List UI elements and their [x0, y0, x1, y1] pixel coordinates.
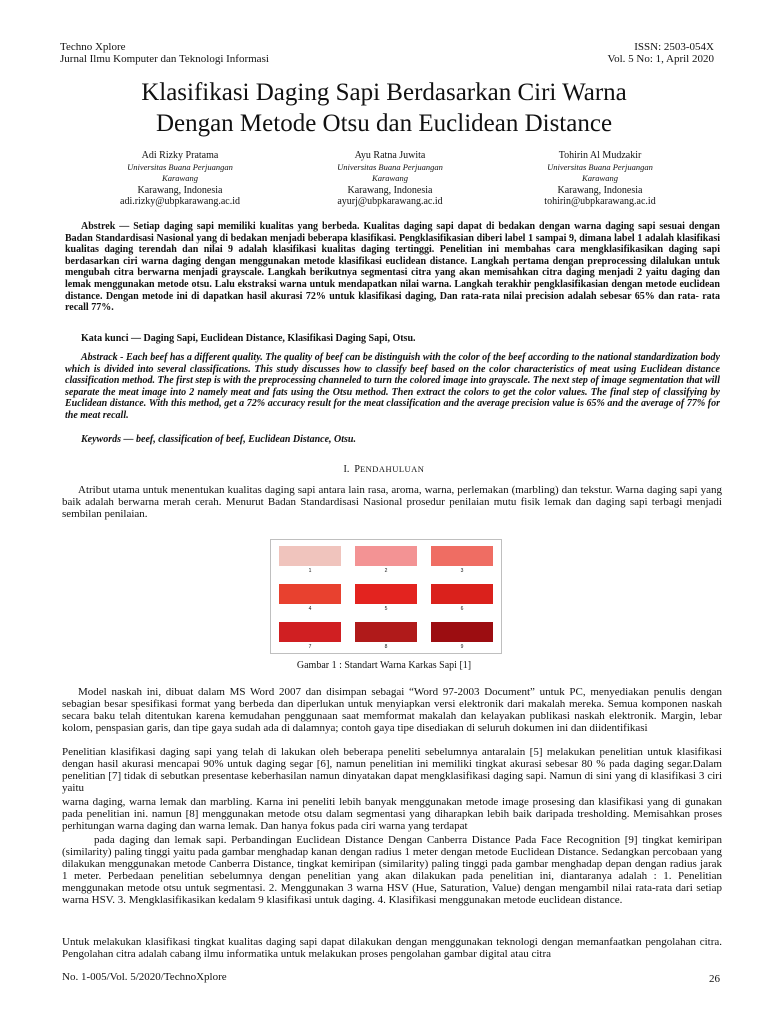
intro-paragraph-5 [62, 834, 722, 906]
figure-caption: Gambar 1 : Standart Warna Karkas Sapi [1] [296, 660, 472, 671]
intro-paragraph-3 [62, 746, 722, 794]
color-swatch-8 [355, 622, 417, 642]
kata-kunci: Kata kunci — Daging Sapi, Euclidean Distance, Klasifikasi Daging Sapi, Otsu. [81, 333, 416, 344]
section-first-letter: P [354, 464, 360, 475]
section-number: I. [343, 464, 350, 475]
author-name: Adi Rizky Pratama [141, 150, 219, 161]
author-affiliation-city: Karawang [162, 173, 198, 183]
swatch-label: 4 [308, 606, 312, 612]
author-location: Karawang, Indonesia [347, 184, 433, 196]
intro-paragraph-1 [62, 484, 722, 520]
abstract-text: Abstrek — Setiap daging sapi memiliki kualitas yang berbeda. Kualitas daging sapi dapat di bedakan dengan warna daging sapi sesuai dengan Badan Standardisasi Nasional yang di bedakan menjadi beberapa klasifikasi. Pengklasifikasian diberi label 1 sampai 9, dimana label 1 adalah klasifikasi kualitas daging terendah dan nilai 9 adalah klasifikasi kualitas daging tertinggi. Penelitian ini membahas cara mengklasifikasikan daging sapi berdasarkan ciri warna daging dengan menggunakan metode klasifikasi euclidean distance. Langkah pertama dengan preprocessing dilalukan untuk mengubah citra berwarna menjadi grayscale. Langkah berikutnya segmentasi citra yang akan memisahkan citra daging menjadi 2 yaitu daging dan lemak menggunakan metode otsu. Lalu ekstraksi warna untuk mendapatkan nilai warna. Langkah terakhir pengklasifikasian dengan metode euclidean distance. Dengan metode ini di dapatkan hasil akurasi 72% untuk klasifikasi daging, Dan rata-rata nilai precision adalah sebesar 65% dan rata- rata recall 77%. [65, 221, 720, 314]
swatch-label: 8 [384, 644, 388, 650]
paper-title [0, 77, 768, 139]
swatch-label: 2 [384, 568, 388, 574]
intro-paragraph-4 [62, 796, 722, 832]
footer-left: No. 1-005/Vol. 5/2020/TechnoXplore [62, 971, 227, 983]
author-email[interactable]: ayurj@ubpkarawang.ac.id [337, 196, 443, 207]
author-location: Karawang, Indonesia [557, 184, 643, 196]
color-swatch-3 [431, 546, 493, 566]
intro-paragraph-6 [62, 936, 722, 960]
color-swatch-2 [355, 546, 417, 566]
author-name: Tohirin Al Mudzakir [558, 150, 642, 161]
color-swatch-6 [431, 584, 493, 604]
issn: ISSN: 2503-054X [634, 41, 714, 53]
abstract-en [65, 352, 720, 422]
author-email[interactable]: adi.rizky@ubpkarawang.ac.id [120, 196, 240, 207]
paragraph-text: pada daging dan lemak sapi. Perbandingan Euclidean Distance Dengan Canberra Distance Pada Face Recognition [9] tingkat kemiripan (similarity) paling tinggi yaitu pada gambar menghadap kanan dengan radius 1 meter dengan metode Euclidean Distance. Sedangkan percobaan yang dilakukan menggunakan metode Canberra Distance, tingkat kemiripan (similarity) paling tinggi pada gambar menghadap depan dengan radius jarak 1 meter. Perbedaan penelitian sebelumnya dengan penelitian yang akan dilakukan pada penelitian ini, diantaranya adalah : 1. Penelitian menggunakan metode otsu untuk segmentasi. 2. Menggunakan 3 warna HSV (Hue, Saturation, Value) dengan mengambil nilai rata-rata dari setiap warna HSV. 3. Mengklasifikasikan kedalam 9 klasifikasi untuk daging. 4. Klasifikasi menggunakan metode euclidean distance. [62, 834, 722, 906]
color-swatch-1 [279, 546, 341, 566]
abstract-id [65, 221, 720, 314]
swatch-label: 6 [460, 606, 464, 612]
swatch-label: 1 [308, 568, 312, 574]
paragraph-text: warna daging, warna lemak dan marbling. Karna ini peneliti lebih banyak menggunakan metode image prosesing dan klasifikasi yang di gunakan pada penelitian ini. namun [8] menggunakan metode otsu dalam segmentasi yang diharapkan lebih baik daripada tresholding. Memisahkan proses perhitungan warna daging dan warna lemak. Dan hanya fokus pada ciri warna yang terdapat [62, 796, 722, 832]
volume: Vol. 5 No: 1, April 2020 [607, 53, 714, 65]
issn-block [608, 41, 714, 65]
author-affiliation: Universitas Buana Perjuangan [547, 161, 653, 172]
title-line-2: Dengan Metode Otsu dan Euclidean Distance [155, 110, 613, 137]
abstract-en-text: Abstrack - Each beef has a different quality. The quality of beef can be distinguish with the color of the beef according to the national standardization body which is divided into several classifications. This study discusses how to classify beef based on the color characteristics of meat using Euclidean distance classification method. The first step is with the preprocessing channeled to turn the colored image into grayscale. The next step of image segmentation that will separate the meat image into 2 namely meat and fats using the Otsu method. Then extract the colors to get the color values. The final step of classifying by Euclidean distance. With this method, get a 72% accuracy result for the meat classification and the average precision value is 65% and the average of 77% for the meat recall. [65, 352, 720, 421]
author-name: Ayu Ratna Juwita [354, 150, 426, 161]
paragraph-text: Untuk melakukan klasifikasi tingkat kualitas daging sapi dapat dilakukan dengan menggunakan teknologi dengan memanfaatkan pengolahan citra. Pengolahan citra adalah cabang ilmu informatika untuk melakukan proses pengolahan gambar digital atau citra [62, 936, 722, 960]
author-2 [300, 150, 480, 208]
swatch-label: 9 [460, 644, 464, 650]
intro-paragraph-2 [62, 686, 722, 734]
section-heading [0, 464, 768, 475]
swatch-label: 3 [460, 568, 464, 574]
journal-subtitle: Jurnal Ilmu Komputer dan Teknologi Informasi [60, 53, 269, 65]
keywords: Keywords — beef, classification of beef, Euclidean Distance, Otsu. [81, 434, 356, 445]
swatch-label: 5 [384, 606, 388, 612]
author-3 [510, 150, 690, 208]
author-affiliation: Universitas Buana Perjuangan [127, 161, 233, 172]
journal-header [60, 41, 269, 65]
paragraph-text: Penelitian klasifikasi daging sapi yang telah di lakukan oleh beberapa peneliti sebelumnya antaralain [5] melakukan penelitian untuk klasifikasi dengan hasil akurasi mencapai 90% untuk daging segar [6], namun penelitian ini memiliki tingkat akurasi sebesar 80 % pada daging segar.Dalam penelitian [7] tidak di sebutkan presentase keberhasilan namun dinyatakan dapat mengklasifikasi daging sapi. Namun di sini yang di klasifikasi 3 ciri yaitu [62, 746, 722, 794]
color-swatch-4 [279, 584, 341, 604]
author-1 [90, 150, 270, 208]
author-location: Karawang, Indonesia [137, 184, 223, 196]
color-swatch-7 [279, 622, 341, 642]
author-affiliation-city: Karawang [582, 173, 618, 183]
author-affiliation: Universitas Buana Perjuangan [337, 161, 443, 172]
paragraph-text: Model naskah ini, dibuat dalam MS Word 2007 dan disimpan sebagai “Word 97-2003 Document” untuk PC, menyediakan penulis dengan sebagian besar spesifikasi format yang berbeda dan diperlukan untuk menyiapkan versi elektronik dari makalah mereka. Semua komponen naskah secara baku telah ditentukan karena kemudahan penggunaan saat memformat makalah dan kelayakan publikasi naskah elektronik. Margin, lebar kolom, penspasian garis, dan tipe gaya sudah ada di dalamnya; contoh gaya tipe disediakan di seluruh dokumen ini dan diidentifikasi [62, 686, 722, 734]
author-affiliation-city: Karawang [372, 173, 408, 183]
swatch-label: 7 [308, 644, 312, 650]
journal-name: Techno Xplore [60, 41, 126, 53]
paragraph-text: Atribut utama untuk menentukan kualitas daging sapi antara lain rasa, aroma, warna, perlemakan (marbling) dan tekstur. Warna daging sapi yang baik adalah berwarna merah cerah. Menurut Badan Standardisasi Nasional prosedur penilaian mutu fisik lemak dan daging sapi terbagi menjadi sembilan penilaian. [62, 484, 722, 520]
meat-color-figure [270, 539, 502, 654]
page-number: 26 [709, 973, 720, 985]
title-line-1: Klasifikasi Daging Sapi Berdasarkan Ciri Warna [141, 79, 627, 106]
author-list [90, 150, 690, 208]
color-swatch-5 [355, 584, 417, 604]
section-rest: ENDAHULUAN [359, 464, 425, 474]
color-swatch-9 [431, 622, 493, 642]
author-email[interactable]: tohirin@ubpkarawang.ac.id [544, 196, 656, 207]
